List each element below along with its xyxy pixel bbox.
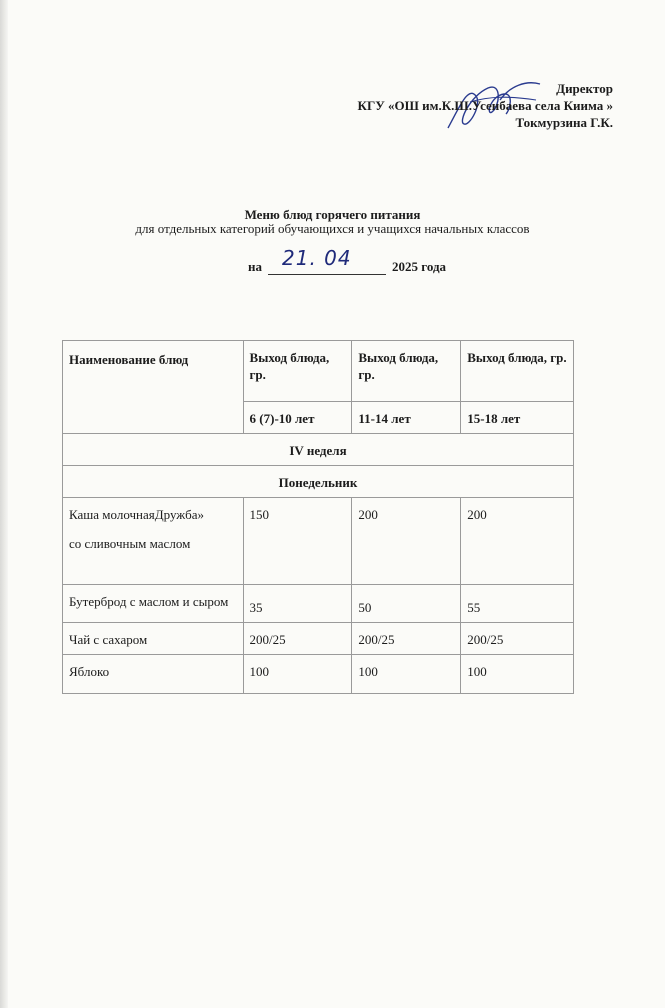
header-output-1: Выход блюда, гр. bbox=[243, 341, 352, 402]
dish-value: 200/25 bbox=[243, 623, 352, 655]
title-line-1: Меню блюд горячего питания bbox=[244, 207, 421, 222]
day-label: Понедельник bbox=[63, 466, 574, 498]
dish-value: 200 bbox=[461, 498, 574, 585]
approval-organization: КГУ «ОШ им.К.Ш.Усенбаева села Киима » bbox=[357, 98, 613, 113]
table-row bbox=[63, 498, 574, 585]
dish-name: Чай с сахаром bbox=[63, 623, 244, 655]
table-row bbox=[63, 585, 574, 623]
header-output-2: Выход блюда, гр. bbox=[352, 341, 461, 402]
week-label: IV неделя bbox=[63, 434, 574, 466]
header-output-3: Выход блюда, гр. bbox=[461, 341, 574, 402]
dish-value: 35 bbox=[243, 585, 352, 623]
date-handwritten: 21. 04 bbox=[282, 246, 352, 270]
approval-block bbox=[358, 80, 613, 131]
dish-name: Яблоко bbox=[63, 655, 244, 694]
dish-name bbox=[63, 498, 244, 585]
age-group-2: 11-14 лет bbox=[352, 402, 461, 434]
menu-table bbox=[62, 340, 574, 694]
dish-value: 50 bbox=[352, 585, 461, 623]
table-header-row bbox=[63, 341, 574, 402]
page-edge bbox=[0, 0, 8, 1008]
dish-value: 100 bbox=[461, 655, 574, 694]
dish-name: Бутерброд с маслом и сыром bbox=[63, 585, 244, 623]
table-row bbox=[63, 623, 574, 655]
date-line bbox=[248, 246, 447, 275]
approval-title: Директор bbox=[556, 81, 613, 96]
date-blank bbox=[268, 246, 386, 275]
dish-value: 55 bbox=[461, 585, 574, 623]
dish-value: 200 bbox=[352, 498, 461, 585]
dish-value: 100 bbox=[243, 655, 352, 694]
document-title bbox=[0, 208, 665, 236]
approval-name: Токмурзина Г.К. bbox=[515, 115, 613, 130]
date-suffix: 2025 года bbox=[392, 259, 447, 274]
dish-name-line-2: со сливочным маслом bbox=[69, 536, 191, 551]
week-row bbox=[63, 434, 574, 466]
age-group-3: 15-18 лет bbox=[461, 402, 574, 434]
dish-name-line-1: Каша молочнаяДружба» bbox=[69, 507, 204, 522]
date-prefix: на bbox=[248, 259, 262, 274]
table-row bbox=[63, 655, 574, 694]
dish-value: 200/25 bbox=[352, 623, 461, 655]
day-row bbox=[63, 466, 574, 498]
dish-value: 200/25 bbox=[461, 623, 574, 655]
dish-value: 150 bbox=[243, 498, 352, 585]
age-group-1: 6 (7)-10 лет bbox=[243, 402, 352, 434]
header-dish: Наименование блюд bbox=[63, 341, 244, 434]
title-line-2: для отдельных категорий обучающихся и учащихся начальных классов bbox=[135, 221, 530, 236]
dish-value: 100 bbox=[352, 655, 461, 694]
